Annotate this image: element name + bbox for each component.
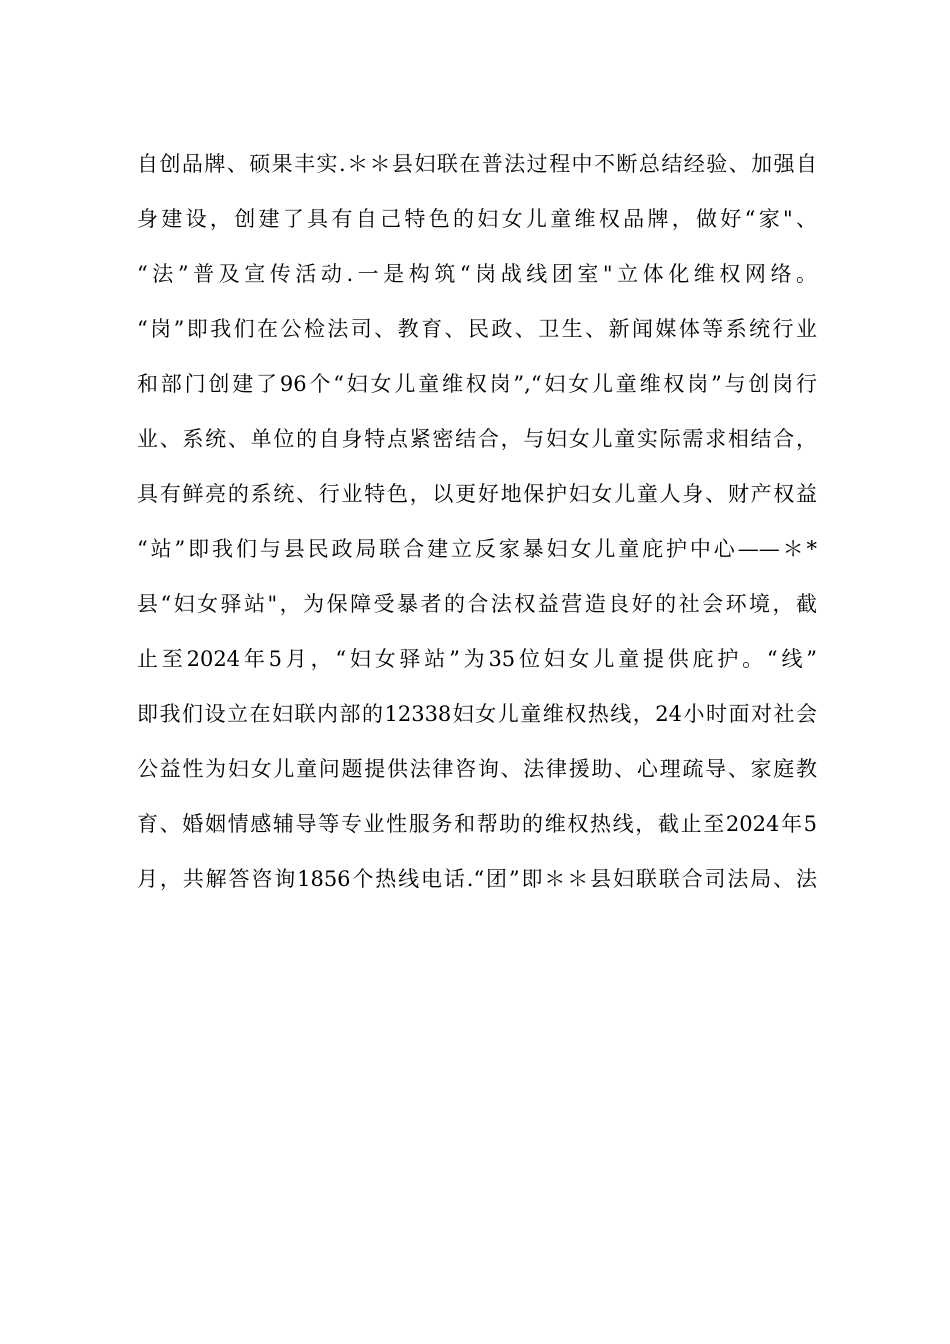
text-line: “岗”即我们在公检法司、教育、民政、卫生、新闻媒体等系统行业 [137, 317, 817, 341]
text-line: 业、系统、单位的自身特点紧密结合，与妇女儿童实际需求相结合， [137, 427, 817, 451]
body-text [137, 142, 817, 912]
text-line: 和部门创建了96个“妇女儿童维权岗”,“妇女儿童维权岗”与创岗行 [137, 372, 817, 396]
text-line: 身建设，创建了具有自己特色的妇女儿童维权品牌，做好“家"、 [137, 207, 817, 231]
text-line: 育、婚姻情感辅导等专业性服务和帮助的维权热线，截止至2024年5 [137, 812, 817, 836]
text-line: 自创品牌、硕果丰实.＊＊县妇联在普法过程中不断总结经验、加强自 [137, 152, 817, 176]
text-line: “法”普及宣传活动.一是构筑“岗战线团室"立体化维权网络。 [137, 262, 817, 286]
text-line: “站”即我们与县民政局联合建立反家暴妇女儿童庇护中心——＊* [137, 537, 817, 561]
text-line: 公益性为妇女儿童问题提供法律咨询、法律援助、心理疏导、家庭教 [137, 757, 817, 781]
text-line: 县“妇女驿站"，为保障受暴者的合法权益营造良好的社会环境，截 [137, 592, 817, 616]
text-line: 月，共解答咨询1856个热线电话.“团”即＊＊县妇联联合司法局、法 [137, 867, 817, 891]
text-line: 止至2024年5月，“妇女驿站”为35位妇女儿童提供庇护。“线” [137, 647, 817, 671]
text-line: 具有鲜亮的系统、行业特色，以更好地保护妇女儿童人身、财产权益 [137, 482, 817, 506]
text-line: 即我们设立在妇联内部的12338妇女儿童维权热线，24小时面对社会 [137, 702, 817, 726]
